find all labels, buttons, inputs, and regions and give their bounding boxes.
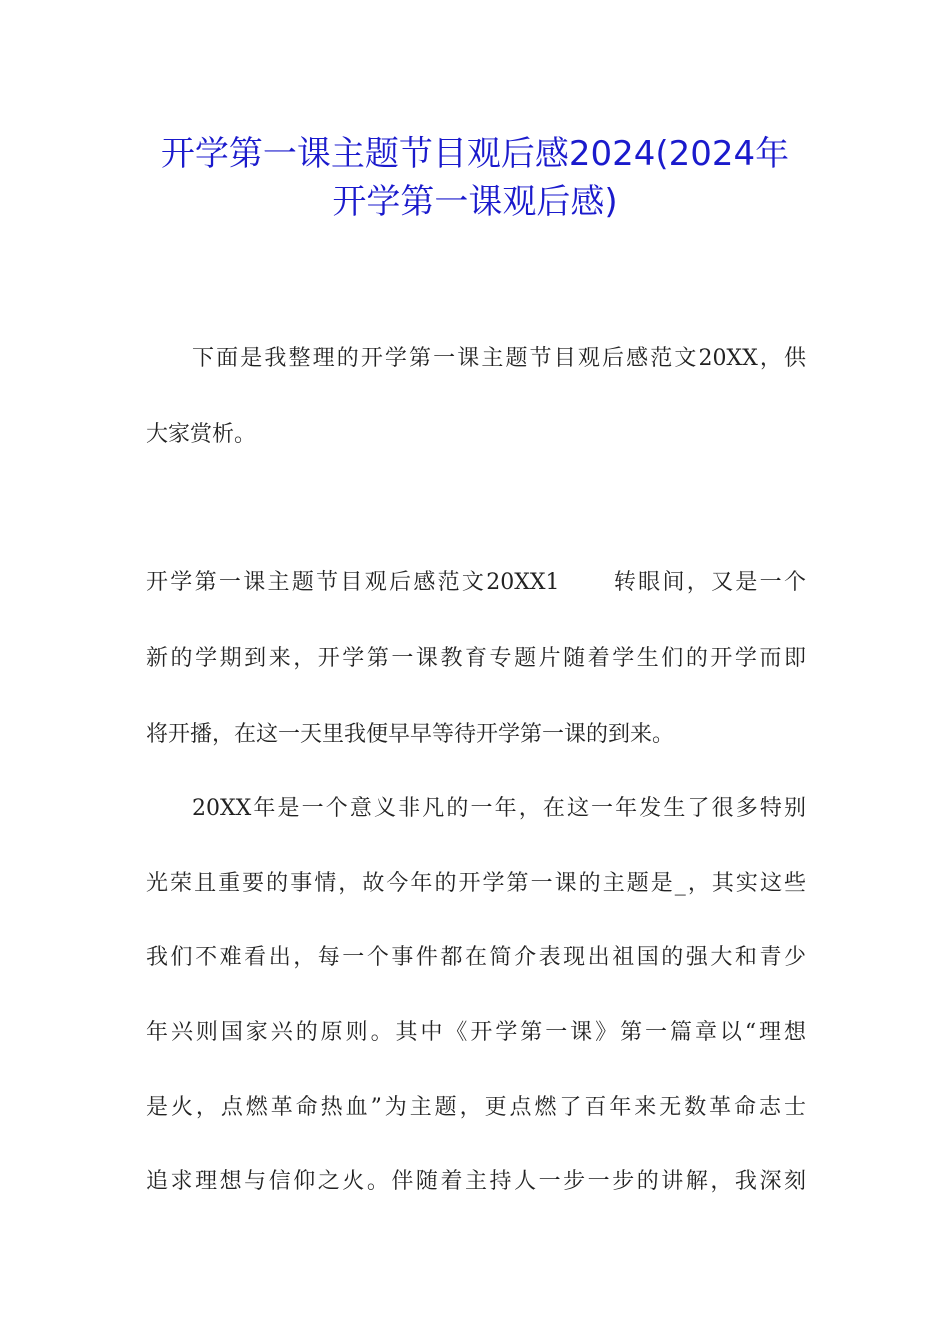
intro-line-1: 下面是我整理的开学第一课主题节目观后感范文20XX，供 [192, 346, 806, 371]
section-heading: 开学第一课主题节目观后感范文20XX1 [146, 570, 560, 595]
section-first-line [146, 568, 806, 598]
para1-line-2: 将开播，在这一天里我便早早等待开学第一课的到来。 [146, 722, 675, 747]
para2-line-5: 是火，点燃革命热血”为主题，更点燃了百年来无数革命志士 [146, 1095, 806, 1120]
section-first-line-rest: 转眼间，又是一个 [611, 570, 806, 595]
para2-line-1: 20XX年是一个意义非凡的一年，在这一年发生了很多特别 [192, 796, 806, 821]
para2-line-6: 追求理想与信仰之火。伴随着主持人一步一步的讲解，我深刻 [146, 1169, 806, 1194]
para2-line-2: 光荣且重要的事情，故今年的开学第一课的主题是_，其实这些 [146, 871, 806, 896]
para2-line-3: 我们不难看出，每一个事件都在简介表现出祖国的强大和青少 [146, 945, 806, 970]
para1-line-1: 新的学期到来，开学第一课教育专题片随着学生们的开学而即 [146, 646, 806, 671]
title-line-2: 开学第一课观后感) [332, 182, 618, 222]
title-line-1: 开学第一课主题节目观后感2024(2024年 [160, 134, 790, 174]
intro-line-2: 大家赏析。 [146, 422, 257, 447]
para2-line-4: 年兴则国家兴的原则。其中《开学第一课》第一篇章以“理想 [146, 1020, 806, 1045]
